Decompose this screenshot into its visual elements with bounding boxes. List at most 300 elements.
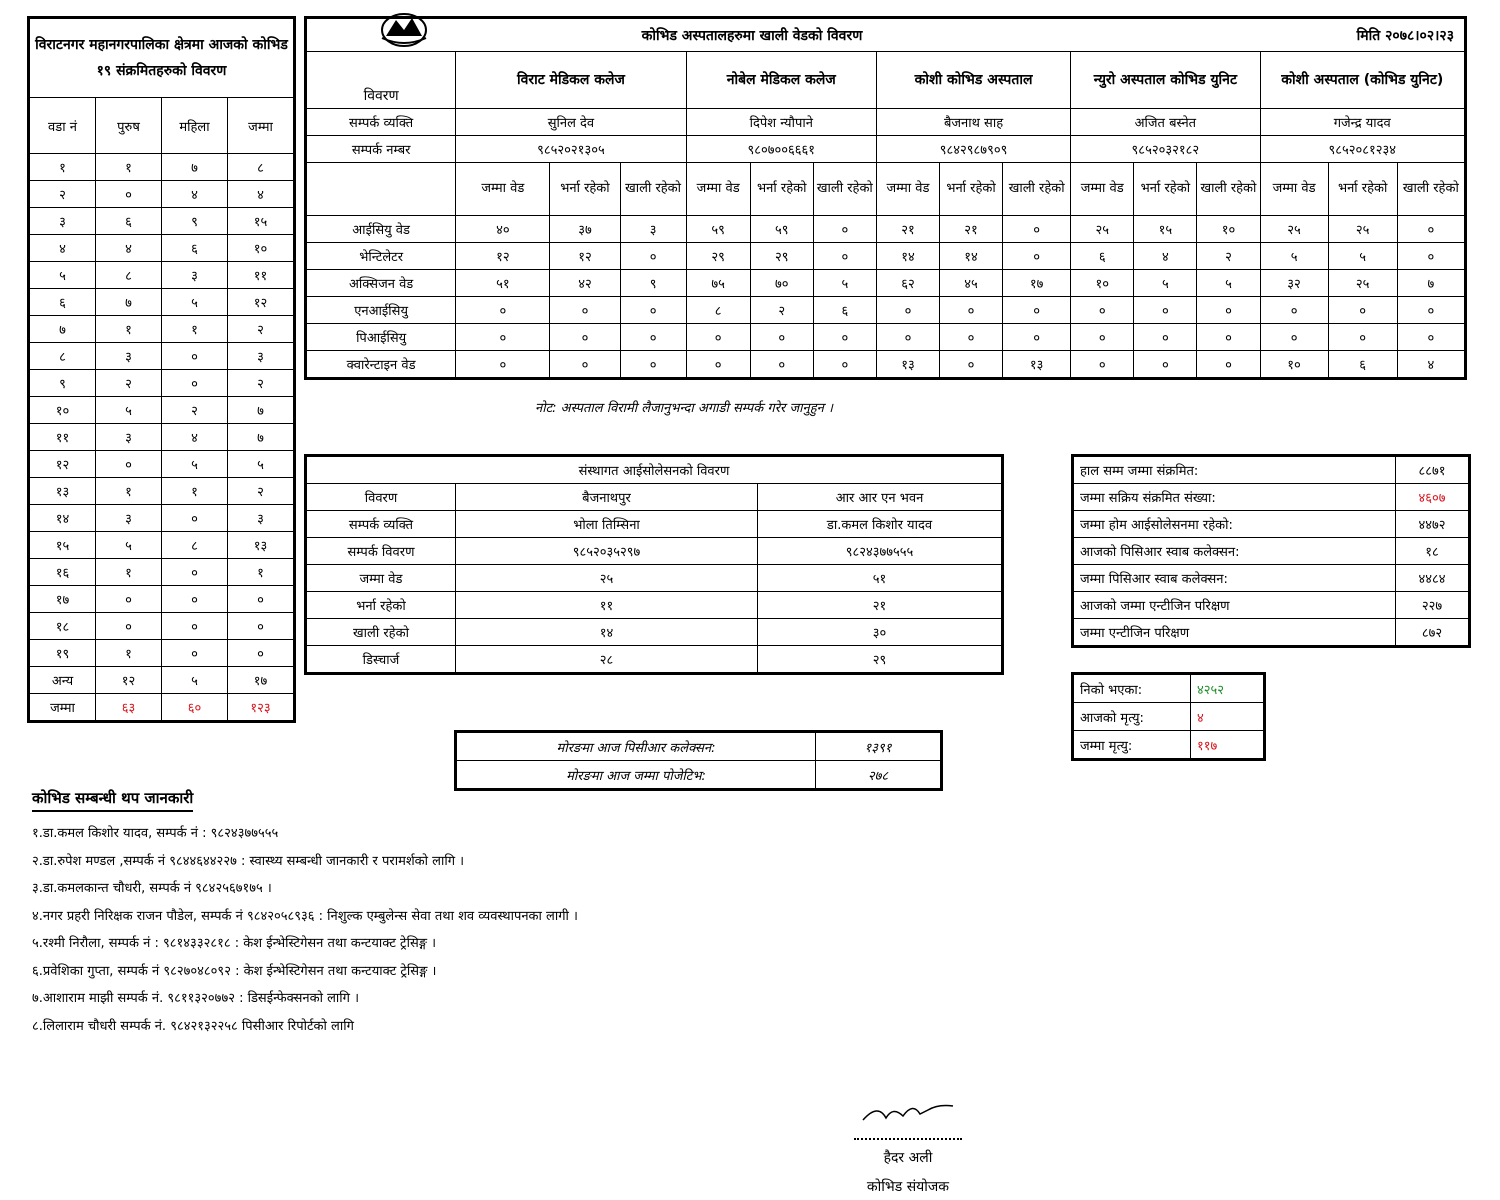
summary-row <box>1073 456 1470 484</box>
morang-table <box>454 730 943 791</box>
bed-count: ० <box>1397 216 1465 243</box>
isolation-cell: ५१ <box>758 565 1003 592</box>
summary-value: ८८७१ <box>1396 456 1470 484</box>
ward-row <box>29 667 295 694</box>
bed-type-label: एनआईसियु <box>306 297 456 324</box>
isolation-cell: २१ <box>758 592 1003 619</box>
bed-row <box>306 243 1466 270</box>
info-title: कोभिड सम्बन्धी थप जानकारी <box>32 788 193 812</box>
contact-number: ९८५२०८१२३४ <box>1260 136 1465 163</box>
bed-rows <box>306 216 1466 379</box>
ward-cell: १ <box>162 478 228 505</box>
ward-table <box>27 16 296 723</box>
signatory-name: हैदर अली <box>883 1150 933 1166</box>
ward-row <box>29 424 295 451</box>
ward-cell: १६ <box>29 559 96 586</box>
isolation-cell: ११ <box>456 592 758 619</box>
isolation-cell: डा.कमल किशोर यादव <box>758 511 1003 538</box>
ward-row <box>29 505 295 532</box>
bed-count: ५ <box>1197 270 1260 297</box>
bed-count: ७ <box>1397 270 1465 297</box>
summary-table <box>1071 454 1471 648</box>
isolation-cell: भर्ना रहेको <box>306 592 456 619</box>
ward-cell: २ <box>29 181 96 208</box>
signature-icon <box>858 1098 958 1128</box>
bed-count: ५९ <box>686 216 750 243</box>
ward-cell: १२ <box>96 667 162 694</box>
bed-count: ० <box>1134 351 1197 379</box>
isolation-cell: २८ <box>456 646 758 674</box>
ward-cell: ४ <box>162 181 228 208</box>
outcome-label: निको भएका: <box>1073 674 1191 703</box>
bed-count: ५९ <box>750 216 813 243</box>
bed-count: ० <box>1134 324 1197 351</box>
ward-cell: ११ <box>228 262 295 289</box>
ward-cell: १ <box>228 559 295 586</box>
contact-number: ९८०७००६६६१ <box>686 136 876 163</box>
bed-subheader: खाली रहेको <box>1197 163 1260 216</box>
summary-label: जम्मा पिसिआर स्वाब कलेक्सन: <box>1073 565 1396 592</box>
bed-count: ० <box>686 324 750 351</box>
bed-count: ० <box>1397 297 1465 324</box>
bed-count: ० <box>1003 216 1071 243</box>
bed-count: ६२ <box>876 270 939 297</box>
bed-subheader: भर्ना रहेको <box>550 163 620 216</box>
summary-label: जम्मा होम आईसोलेसनमा रहेको: <box>1073 511 1396 538</box>
summary-row <box>1073 538 1470 565</box>
hospital-table-title: कोभिड अस्पतालहरुमा खाली वेडको विवरण <box>306 18 1197 52</box>
summary-row <box>1073 511 1470 538</box>
bed-count: ० <box>1260 297 1328 324</box>
ward-cell: १ <box>96 478 162 505</box>
ward-cell: १ <box>162 316 228 343</box>
summary-value: ४६०७ <box>1396 484 1470 511</box>
isolation-cell: २९ <box>758 646 1003 674</box>
bed-count: ० <box>1071 324 1134 351</box>
ward-cell: १३ <box>29 478 96 505</box>
ward-cell: २ <box>96 370 162 397</box>
ward-cell: ६ <box>96 208 162 235</box>
summary-label: हाल सम्म जम्मा संक्रमित: <box>1073 456 1396 484</box>
bed-count: ० <box>813 351 876 379</box>
bed-count: २५ <box>1071 216 1134 243</box>
bed-type-label: आईसियु वेड <box>306 216 456 243</box>
ward-cell: ९ <box>29 370 96 397</box>
bed-count: ० <box>940 297 1003 324</box>
bed-count: १५ <box>1134 216 1197 243</box>
summary-label: जम्मा सक्रिय संक्रमित संख्या: <box>1073 484 1396 511</box>
ward-row <box>29 640 295 667</box>
ward-header: पुरुष <box>96 98 162 154</box>
ward-cell: १ <box>96 640 162 667</box>
bed-count: ४ <box>1397 351 1465 379</box>
bed-subheader-row <box>306 163 1466 216</box>
bed-subheader: जम्मा वेड <box>1260 163 1328 216</box>
ward-cell: १ <box>29 154 96 181</box>
bed-count: ३२ <box>1260 270 1328 297</box>
contact-person: बैजनाथ साह <box>876 109 1070 136</box>
summary-value: २२७ <box>1396 592 1470 619</box>
bed-count: ८ <box>686 297 750 324</box>
bed-count: ० <box>750 324 813 351</box>
ward-cell: १८ <box>29 613 96 640</box>
ward-cell: ० <box>96 586 162 613</box>
bed-count: २१ <box>940 216 1003 243</box>
ward-cell: ३ <box>96 505 162 532</box>
bed-count: १४ <box>876 243 939 270</box>
ward-row <box>29 289 295 316</box>
bed-count: ३ <box>620 216 686 243</box>
ward-cell: १४ <box>29 505 96 532</box>
isolation-row <box>306 592 1003 619</box>
isolation-row <box>306 619 1003 646</box>
bed-count: ४२ <box>550 270 620 297</box>
bed-count: ० <box>940 324 1003 351</box>
bed-count: ० <box>1260 324 1328 351</box>
bed-count: ५ <box>1328 243 1397 270</box>
ward-cell: १९ <box>29 640 96 667</box>
morang-value: २७८ <box>816 761 942 790</box>
report-date: मिति २०७८।०२।२३ <box>1197 18 1466 52</box>
bed-count: १० <box>1197 216 1260 243</box>
ward-row <box>29 235 295 262</box>
ward-table-title: विराटनगर महानगरपालिका क्षेत्रमा आजको कोभिड १९ संक्रमितहरुको विवरण <box>29 18 295 98</box>
bed-type-label: क्वारेन्टाइन वेड <box>306 351 456 379</box>
hospital-corner-label: विवरण <box>306 52 456 109</box>
info-line: ८.लिलाराम चौधरी सम्पर्क नं. ९८४२१३२२५८ पिसीआर रिपोर्टको लागि <box>32 1018 354 1034</box>
ward-cell: ४ <box>162 424 228 451</box>
outcome-value: ४ <box>1191 703 1265 731</box>
bed-count: १४ <box>940 243 1003 270</box>
bed-count: ० <box>456 324 550 351</box>
summary-row <box>1073 484 1470 511</box>
bed-subheader: खाली रहेको <box>1397 163 1465 216</box>
ward-cell: ५ <box>162 451 228 478</box>
subheader-empty <box>306 163 456 216</box>
ward-row <box>29 451 295 478</box>
bed-count: ३७ <box>550 216 620 243</box>
bed-type-label: भेन्टिलेटर <box>306 243 456 270</box>
isolation-cell: २५ <box>456 565 758 592</box>
isolation-row <box>306 511 1003 538</box>
recovery-death-table <box>1071 672 1266 761</box>
isolation-rows <box>306 511 1003 674</box>
ward-header: महिला <box>162 98 228 154</box>
bed-count: ० <box>456 351 550 379</box>
isolation-cell: ३० <box>758 619 1003 646</box>
contact-person: गजेन्द्र यादव <box>1260 109 1465 136</box>
outcome-row <box>1073 674 1265 703</box>
ward-cell: १ <box>96 316 162 343</box>
bed-count: ५ <box>1134 270 1197 297</box>
hospital-name: न्युरो अस्पताल कोभिड युनिट <box>1071 52 1260 109</box>
hospital-note: नोट: अस्पताल विरामी लैजानुभन्दा अगाडी सम्पर्क गरेर जानुहुन । <box>535 401 833 416</box>
ward-total-female: ६० <box>162 694 228 722</box>
summary-value: ८७२ <box>1396 619 1470 647</box>
summary-value: ४४८४ <box>1396 565 1470 592</box>
bed-subheader: भर्ना रहेको <box>1134 163 1197 216</box>
isolation-cell: सम्पर्क विवरण <box>306 538 456 565</box>
bed-row <box>306 216 1466 243</box>
ward-cell: ८ <box>228 154 295 181</box>
contact-number-label: सम्पर्क नम्बर <box>306 136 456 163</box>
bed-count: २ <box>1197 243 1260 270</box>
isolation-cell: ९८२४३७७५५५ <box>758 538 1003 565</box>
bed-count: ४० <box>456 216 550 243</box>
contact-number: ९८५२०२१३०५ <box>456 136 686 163</box>
hospital-name: विराट मेडिकल कलेज <box>456 52 686 109</box>
bed-count: ० <box>940 351 1003 379</box>
ward-cell: ० <box>162 559 228 586</box>
bed-count: २९ <box>686 243 750 270</box>
bed-subheader: खाली रहेको <box>620 163 686 216</box>
ward-rows <box>29 154 295 694</box>
hospital-name: कोशी अस्पताल (कोभिड युनिट) <box>1260 52 1465 109</box>
bed-count: १३ <box>1003 351 1071 379</box>
info-line: ५.रश्मी निरौला, सम्पर्क नं : ९८१४३३२८१८ : केश ईन्भेस्टिगेसन तथा कन्टयाक्ट ट्रेसिङ्ग । <box>32 936 437 951</box>
bed-count: ० <box>750 351 813 379</box>
ward-cell: ५ <box>162 289 228 316</box>
isolation-cell: १४ <box>456 619 758 646</box>
ward-cell: १३ <box>228 532 295 559</box>
bed-count: ० <box>1003 297 1071 324</box>
ward-cell: ७ <box>29 316 96 343</box>
bed-count: १३ <box>876 351 939 379</box>
summary-label: आजको पिसिआर स्वाब कलेक्सन: <box>1073 538 1396 565</box>
info-line: ६.प्रवेशिका गुप्ता, सम्पर्क नं ९८२७०४८०९२ : केश ईन्भेस्टिगेसन तथा कन्टयाक्ट ट्रेसिङ्ग । <box>32 963 437 979</box>
bed-count: ० <box>620 297 686 324</box>
ward-cell: ० <box>162 586 228 613</box>
isolation-header: आर आर एन भवन <box>758 484 1003 511</box>
ward-cell: २ <box>162 397 228 424</box>
bed-count: ० <box>1397 243 1465 270</box>
bed-count: ९ <box>620 270 686 297</box>
ward-cell: १२ <box>228 289 295 316</box>
bed-count: ० <box>686 351 750 379</box>
bed-count: ० <box>1197 297 1260 324</box>
hospital-beds-table <box>304 16 1467 380</box>
ward-total-sum: १२३ <box>228 694 295 722</box>
bed-subheader: जम्मा वेड <box>456 163 550 216</box>
ward-cell: ५ <box>96 397 162 424</box>
bed-count: ० <box>1003 243 1071 270</box>
ward-cell: ० <box>162 613 228 640</box>
bed-count: ० <box>813 324 876 351</box>
bed-count: ५१ <box>456 270 550 297</box>
bed-subheader: खाली रहेको <box>813 163 876 216</box>
ward-row <box>29 370 295 397</box>
ward-cell: ४ <box>228 181 295 208</box>
bed-count: १२ <box>550 243 620 270</box>
ward-cell: ४ <box>29 235 96 262</box>
ward-row <box>29 559 295 586</box>
info-list <box>32 820 578 1040</box>
ward-cell: अन्य <box>29 667 96 694</box>
ward-cell: ४ <box>96 235 162 262</box>
ward-row <box>29 181 295 208</box>
bed-count: ० <box>1071 297 1134 324</box>
morang-label: मोरङमा आज जम्मा पोजेटिभ: <box>456 761 816 790</box>
bed-count: ० <box>620 324 686 351</box>
bed-count: १० <box>1071 270 1134 297</box>
ward-cell: ११ <box>29 424 96 451</box>
bed-subheader: खाली रहेको <box>1003 163 1071 216</box>
contact-person: अजित बस्नेत <box>1071 109 1260 136</box>
ward-cell: ० <box>228 613 295 640</box>
ward-row <box>29 478 295 505</box>
isolation-cell: भोला तिम्सिना <box>456 511 758 538</box>
bed-count: ० <box>550 351 620 379</box>
bed-count: ४५ <box>940 270 1003 297</box>
outcome-label: जम्मा मृत्यु: <box>1073 731 1191 760</box>
ward-cell: ६ <box>162 235 228 262</box>
ward-cell: ० <box>162 370 228 397</box>
ward-cell: १० <box>29 397 96 424</box>
ward-cell: ० <box>96 181 162 208</box>
isolation-cell: खाली रहेको <box>306 619 456 646</box>
isolation-cell: सम्पर्क व्यक्ति <box>306 511 456 538</box>
isolation-cell: डिस्चार्ज <box>306 646 456 674</box>
ward-cell: १७ <box>228 667 295 694</box>
ward-cell: ० <box>228 640 295 667</box>
info-line: ३.डा.कमलकान्त चौधरी, सम्पर्क नं ९८४२५६७१७५ । <box>32 881 272 896</box>
isolation-header: विवरण <box>306 484 456 511</box>
ward-cell: ० <box>162 640 228 667</box>
bed-count: २१ <box>876 216 939 243</box>
signature-block <box>848 1098 968 1196</box>
ward-row <box>29 262 295 289</box>
ward-row <box>29 532 295 559</box>
ward-cell: ३ <box>228 505 295 532</box>
contact-number: ९८४२९८७९०९ <box>876 136 1070 163</box>
ward-cell: ५ <box>29 262 96 289</box>
bed-count: ० <box>1197 351 1260 379</box>
info-line: ४.नगर प्रहरी निरिक्षक राजन पौडेल, सम्पर्क नं ९८४२०५८९३६ : निशुल्क एम्बुलेन्स सेवा तथा शव व्यवस्थापनका लागी । <box>32 908 578 924</box>
bed-count: २५ <box>1328 270 1397 297</box>
hospital-name: कोशी कोभिड अस्पताल <box>876 52 1070 109</box>
ward-cell: ५ <box>96 532 162 559</box>
contact-number: ९८५२०३२१८२ <box>1071 136 1260 163</box>
ward-cell: ५ <box>162 667 228 694</box>
ward-cell: ३ <box>96 343 162 370</box>
bed-count: ४ <box>1134 243 1197 270</box>
summary-row <box>1073 592 1470 619</box>
contact-person: सुनिल देव <box>456 109 686 136</box>
bed-count: ० <box>620 351 686 379</box>
summary-value: ४४७२ <box>1396 511 1470 538</box>
ward-cell: ८ <box>96 262 162 289</box>
bed-row <box>306 324 1466 351</box>
ward-cell: १७ <box>29 586 96 613</box>
isolation-row <box>306 646 1003 674</box>
hospital-name: नोबेल मेडिकल कलेज <box>686 52 876 109</box>
contact-person-label: सम्पर्क व्यक्ति <box>306 109 456 136</box>
isolation-title: संस्थागत आईसोलेसनको विवरण <box>306 456 1003 484</box>
isolation-row <box>306 538 1003 565</box>
bed-count: ६ <box>1071 243 1134 270</box>
ward-cell: ७ <box>96 289 162 316</box>
ward-cell: ३ <box>162 262 228 289</box>
info-line: १.डा.कमल किशोर यादव, सम्पर्क नं : ९८२४३७७५५५ <box>32 826 279 841</box>
bed-subheader: भर्ना रहेको <box>940 163 1003 216</box>
ward-total-male: ६३ <box>96 694 162 722</box>
info-line: ७.आशाराम माझी सम्पर्क नं. ९८११३२०७७२ : डिसईन्फेक्सनको लागि । <box>32 991 360 1006</box>
ward-header: जम्मा <box>228 98 295 154</box>
outcome-label: आजको मृत्यु: <box>1073 703 1191 731</box>
bed-count: ० <box>1328 297 1397 324</box>
outcome-row <box>1073 731 1265 760</box>
bed-row <box>306 351 1466 379</box>
bed-row <box>306 297 1466 324</box>
ward-cell: १ <box>96 154 162 181</box>
bed-count: ० <box>1071 351 1134 379</box>
bed-count: १७ <box>1003 270 1071 297</box>
bed-count: ० <box>1397 324 1465 351</box>
bed-count: ७५ <box>686 270 750 297</box>
isolation-header: बैजनाथपुर <box>456 484 758 511</box>
ward-cell: २ <box>228 478 295 505</box>
bed-type-label: अक्सिजन वेड <box>306 270 456 297</box>
ward-row <box>29 613 295 640</box>
bed-count: २५ <box>1328 216 1397 243</box>
ward-row <box>29 208 295 235</box>
ward-total-row <box>29 694 295 722</box>
ward-cell: १० <box>228 235 295 262</box>
ward-cell: ० <box>96 613 162 640</box>
ward-row <box>29 316 295 343</box>
bed-count: ५ <box>813 270 876 297</box>
morang-row <box>456 732 942 761</box>
bed-count: ० <box>456 297 550 324</box>
bed-count: ० <box>876 324 939 351</box>
ward-cell: २ <box>228 370 295 397</box>
outcome-value: ११७ <box>1191 731 1265 760</box>
isolation-row <box>306 565 1003 592</box>
bed-count: ० <box>876 297 939 324</box>
morang-label: मोरङमा आज पिसीआर कलेक्सन: <box>456 732 816 761</box>
ward-cell: ० <box>228 586 295 613</box>
bed-count: ० <box>1328 324 1397 351</box>
bed-count: ० <box>550 324 620 351</box>
info-line: २.डा.रुपेश मण्डल ,सम्पर्क नं ९८४४६४४२२७ : स्वास्थ्य सम्बन्धी जानकारी र परामर्शको लागि । <box>32 853 465 869</box>
bed-count: ० <box>1134 297 1197 324</box>
summary-label: आजको जम्मा एन्टीजिन परिक्षण <box>1073 592 1396 619</box>
ward-cell: १५ <box>228 208 295 235</box>
morang-value: १३९१ <box>816 732 942 761</box>
bed-count: २५ <box>1260 216 1328 243</box>
bed-count: ० <box>1003 324 1071 351</box>
summary-row <box>1073 619 1470 647</box>
ward-cell: ८ <box>162 532 228 559</box>
ward-row <box>29 343 295 370</box>
ward-cell: १२ <box>29 451 96 478</box>
ward-total-label: जम्मा <box>29 694 96 722</box>
bed-count: १० <box>1260 351 1328 379</box>
bed-count: ० <box>813 243 876 270</box>
ward-row <box>29 154 295 181</box>
bed-count: ६ <box>813 297 876 324</box>
bed-subheader: भर्ना रहेको <box>750 163 813 216</box>
ward-cell: ३ <box>29 208 96 235</box>
ward-header: वडा नं <box>29 98 96 154</box>
ward-cell: ७ <box>162 154 228 181</box>
ward-cell: ५ <box>228 451 295 478</box>
bed-subheader: भर्ना रहेको <box>1328 163 1397 216</box>
bed-subheader: जम्मा वेड <box>876 163 939 216</box>
isolation-cell: जम्मा वेड <box>306 565 456 592</box>
summary-row <box>1073 565 1470 592</box>
summary-value: १८ <box>1396 538 1470 565</box>
